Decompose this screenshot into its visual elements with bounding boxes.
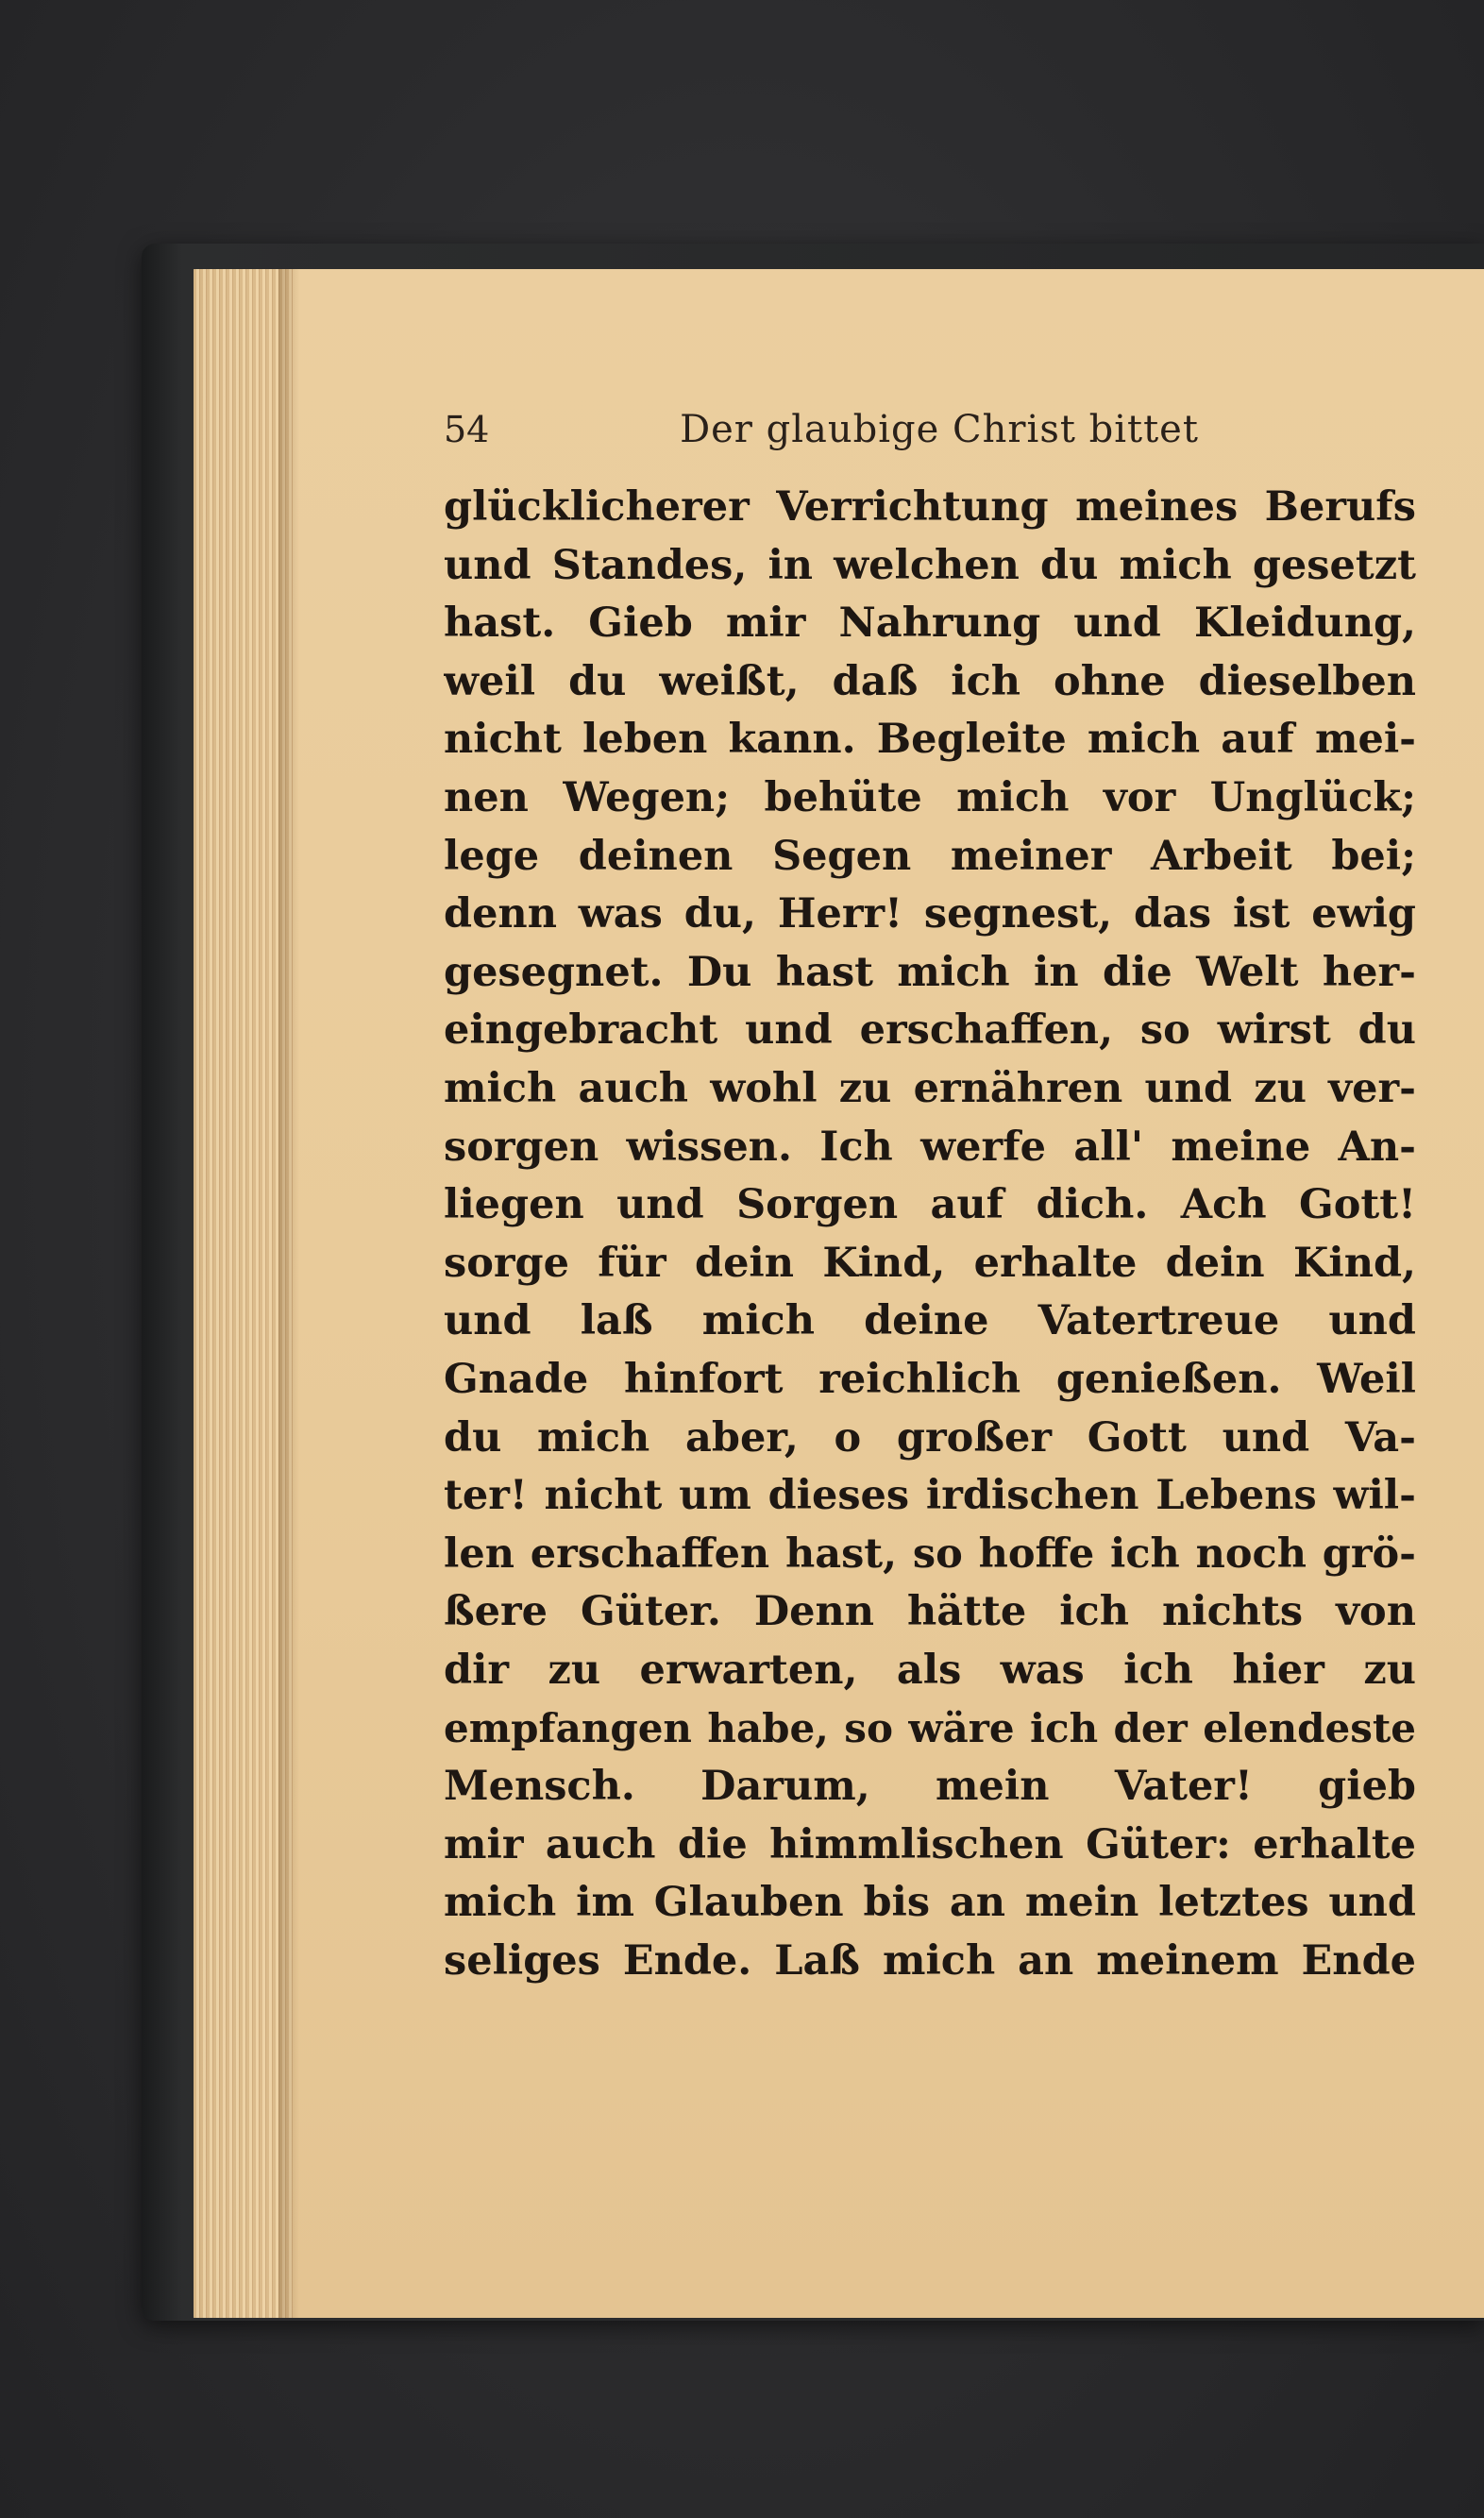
text-line: len erschaffen hast, so hoffe ich noch grö- [444,1529,1416,1578]
text-line: gesegnet. Du hast mich in die Welt her- [444,948,1416,996]
text-line: nen Wegen; behüte mich vor Unglück; [444,773,1416,821]
text-line: und laß mich deine Vatertreue und [444,1297,1416,1345]
text-line: sorgen wissen. Ich werfe all' meine An- [444,1123,1416,1171]
text-line: und Standes, in welchen du mich gesetzt [444,541,1416,589]
text-line: du mich aber, o großer Gott und Va- [444,1413,1416,1462]
text-line: ter! nicht um dieses irdischen Lebens wil- [444,1472,1416,1520]
page-number: 54 [444,409,490,450]
text-line: mich auch wohl zu ernähren und zu ver- [444,1064,1416,1112]
text-line: mich im Glauben bis an mein letztes und [444,1879,1416,1927]
text-line: mir auch die himmlischen Güter: erhalte [444,1820,1416,1868]
text-line: denn was du, Herr! segnest, das ist ewig [444,890,1416,938]
running-head [444,401,1435,458]
text-line: lege deinen Segen meiner Arbeit bei; [444,832,1416,880]
text-line: liegen und Sorgen auf dich. Ach Gott! [444,1181,1416,1229]
body-text [444,479,1416,1990]
text-line: empfangen habe, so wäre ich der elendeste [444,1705,1416,1752]
spine-shadow [278,269,299,2318]
text-line: hast. Gieb mir Nahrung und Kleidung, [444,600,1416,648]
text-line: Mensch. Darum, mein Vater! gieb [444,1763,1416,1811]
text-line: dir zu erwarten, als was ich hier zu [444,1646,1416,1694]
text-line: sorge für dein Kind, erhalte dein Kind, [444,1239,1416,1287]
running-title: Der glaubige Christ bittet [680,408,1199,451]
text-line: eingebracht und erschaffen, so wirst du [444,1006,1416,1055]
text-line: glücklicherer Verrichtung meines Berufs [444,483,1416,531]
text-line: Gnade hinfort reichlich genießen. Weil [444,1355,1416,1403]
text-line: nicht leben kann. Begleite mich auf mei- [444,716,1416,764]
text-line: weil du weißt, daß ich ohne dieselben [444,657,1416,705]
book-page [293,269,1484,2318]
text-line: ßere Güter. Denn hätte ich nichts von [444,1588,1416,1636]
text-line: seliges Ende. Laß mich an meinem Ende [444,1936,1416,1985]
